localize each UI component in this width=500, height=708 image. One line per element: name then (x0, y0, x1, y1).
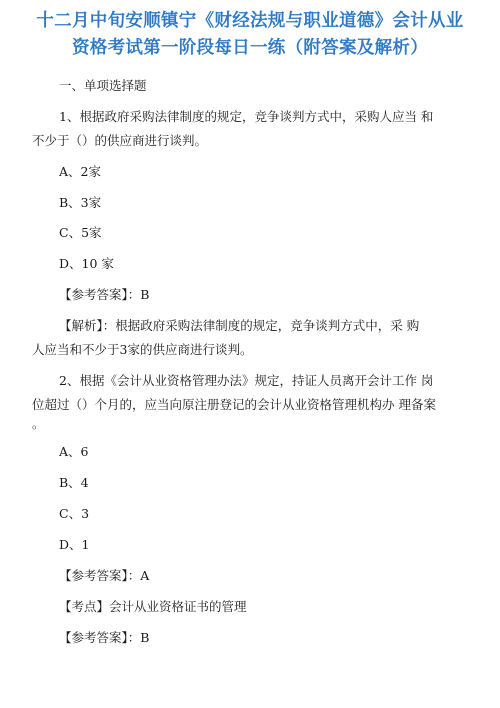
q1-option-d: D、10 家 (59, 256, 114, 271)
q1-stem-line-2: 不少于（）的供应商进行谈判。 (32, 133, 208, 148)
q1-stem-line-1: 1、根据政府采购法律制度的规定，竞争谈判方式中，采购人应当 和 (59, 109, 434, 124)
q2-point: 【考点】会计从业资格证书的管理 (59, 599, 247, 614)
q1-analysis-line-2: 人应当和不少于3家的供应商进行谈判。 (32, 342, 253, 357)
title-line-1: 十二月中旬安顺镇宁《财经法规与职业道德》会计从业 (36, 11, 464, 31)
q1-option-b: B、3家 (59, 195, 102, 210)
q2-option-d: D、1 (59, 537, 90, 552)
title-line-2: 资格考试第一阶段每日一练（附答案及解析） (72, 38, 428, 58)
q2-stem-line-2: 位超过（）个月的，应当向原注册登记的会计从业资格管理机构办 理备案 (32, 397, 436, 412)
q2-stem-line-1: 2、根据《会计从业资格管理办法》规定，持证人员离开会计工作 岗 (59, 373, 434, 388)
q1-option-a: A、2家 (59, 164, 101, 179)
document-title (6, 8, 494, 62)
q2-answer: 【参考答案】：A (59, 568, 150, 583)
section-heading: 一、单项选择题 (59, 78, 147, 93)
q2-option-b: B、4 (59, 475, 89, 490)
q1-answer: 【参考答案】：B (59, 287, 150, 302)
q1-analysis-line-1: 【解析】：根据政府采购法律制度的规定，竞争谈判方式中，采 购 (59, 318, 420, 333)
q2-option-a: A、6 (59, 444, 89, 459)
q2-option-c: C、3 (59, 506, 90, 521)
q2-stem-line-3: 。 (32, 416, 45, 431)
q2-answer-2: 【参考答案】：B (59, 630, 150, 645)
q1-option-c: C、5家 (59, 225, 102, 240)
